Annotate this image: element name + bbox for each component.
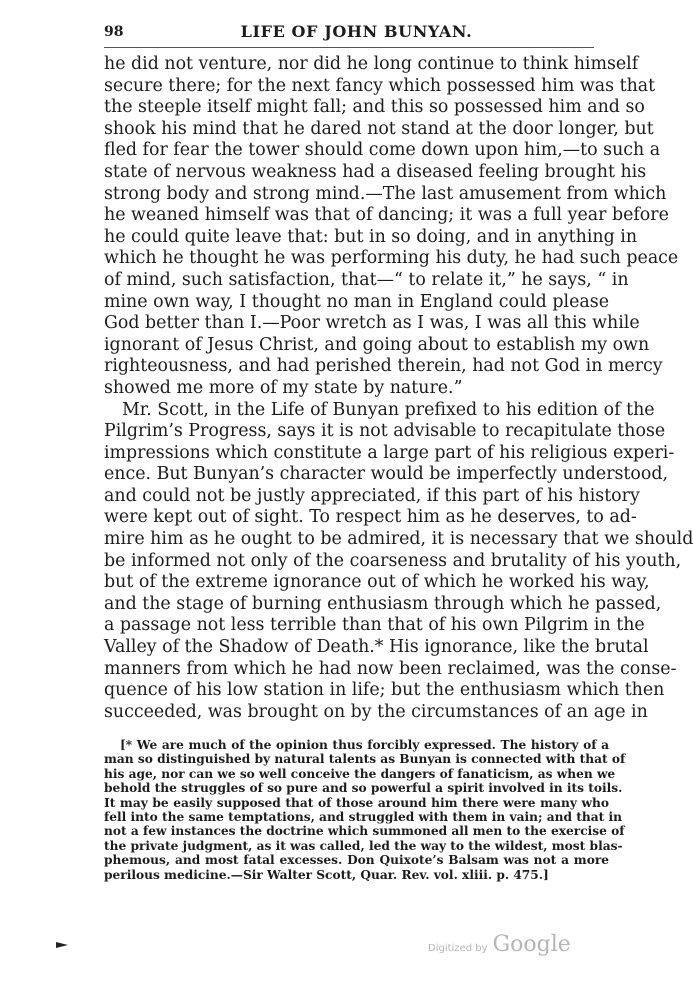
text-line: quence of his low station in life; but the enthusiasm which then — [104, 680, 665, 701]
text-line: the steeple itself might fall; and this so possessed him and so — [104, 97, 645, 118]
text-line: manners from which he had now been reclaimed, was the conse- — [104, 658, 677, 679]
text-line: a passage not less terrible than that of his own Pilgrim in the — [104, 615, 645, 636]
page-header — [104, 22, 609, 44]
text-line: mire him as he ought to be admired, it is necessary that we should — [104, 529, 693, 550]
footnote — [104, 738, 626, 882]
watermark-brand: Google — [492, 932, 571, 957]
page-number: 98 — [104, 24, 124, 40]
text-line: of mind, such satisfaction, that—“ to relate it,” he says, “ in — [104, 269, 629, 290]
footnote-line: fell into the same temptations, and struggled with them in vain; and that in — [104, 809, 622, 824]
text-line: were kept out of sight. To respect him as he deserves, to ad- — [104, 507, 637, 528]
footnote-line: not a few instances the doctrine which summoned all men to the exercise of — [104, 824, 625, 839]
main-text — [104, 54, 693, 723]
digitized-watermark — [428, 932, 571, 957]
text-line: God better than I.—Poor wretch as I was, I was all this while — [104, 313, 640, 334]
text-line: impressions which constitute a large part of his religious experi- — [104, 442, 675, 463]
footnote-line: man so distinguished by natural talents as Bunyan is connected with that of — [104, 752, 626, 767]
footnote-line: phemous, and most fatal excesses. Don Quixote’s Balsam was not a more — [104, 853, 609, 868]
text-line: fled for fear the tower should come down upon him,—to such a — [104, 140, 661, 161]
text-line: he weaned himself was that of dancing; it was a full year before — [104, 205, 669, 226]
footnote-line: behold the struggles of so pure and so powerful a spirit involved in its toils. — [104, 781, 623, 796]
text-line: state of nervous weakness had a diseased feeling brought his — [104, 161, 647, 182]
running-head: LIFE OF JOHN BUNYAN. — [240, 22, 473, 41]
text-line: but of the extreme ignorance out of which he worked his way, — [104, 572, 650, 593]
text-line: Mr. Scott, in the Life of Bunyan prefixed to his edition of the — [122, 399, 655, 420]
text-line: and could not be justly appreciated, if this part of his history — [104, 485, 640, 506]
text-line: Pilgrim’s Progress, says it is not advisable to recapitulate those — [104, 421, 666, 442]
text-line: and the stage of burning enthusiasm through which he passed, — [104, 593, 662, 614]
footnote-line: his age, nor can we so well conceive the dangers of fanaticism, as when we — [104, 766, 616, 781]
text-line: succeeded, was brought on by the circumstances of an age in — [104, 701, 648, 722]
text-line: righteousness, and had perished therein, had not God in mercy — [104, 356, 663, 377]
text-line: he could quite leave that: but in so doing, and in anything in — [104, 226, 638, 247]
text-line: mine own way, I thought no man in England could please — [104, 291, 609, 312]
text-line: be informed not only of the coarseness and brutality of his youth, — [104, 550, 682, 571]
footnote-line: [* We are much of the opinion thus forcibly expressed. The history of a — [120, 738, 609, 752]
text-line: Valley of the Shadow of Death.* His ignorance, like the brutal — [104, 637, 649, 658]
watermark-prefix: Digitized by — [428, 943, 488, 954]
footnote-line: the private judgment, as it was called, led the way to the wildest, most blas- — [104, 838, 623, 853]
header-rule — [104, 47, 594, 48]
footnote-line: perilous medicine.—Sir Walter Scott, Quar. Rev. vol. xliii. p. 475.] — [104, 867, 549, 882]
footnote-line: It may be easily supposed that of those around him there were many who — [104, 795, 609, 810]
text-line: secure there; for the next fancy which possessed him was that — [104, 75, 656, 96]
text-line: shook his mind that he dared not stand at the door longer, but — [104, 118, 654, 139]
text-line: which he thought he was performing his duty, he had such peace — [104, 248, 679, 269]
text-line: ignorant of Jesus Christ, and going about to establish my own — [104, 334, 650, 355]
page-marker-arrow-icon — [56, 942, 68, 948]
text-line: showed me more of my state by nature.” — [104, 377, 463, 398]
text-line: ence. But Bunyan’s character would be imperfectly understood, — [104, 464, 669, 485]
text-line: he did not venture, nor did he long continue to think himself — [104, 54, 639, 74]
text-line: strong body and strong mind.—The last amusement from which — [104, 183, 667, 204]
